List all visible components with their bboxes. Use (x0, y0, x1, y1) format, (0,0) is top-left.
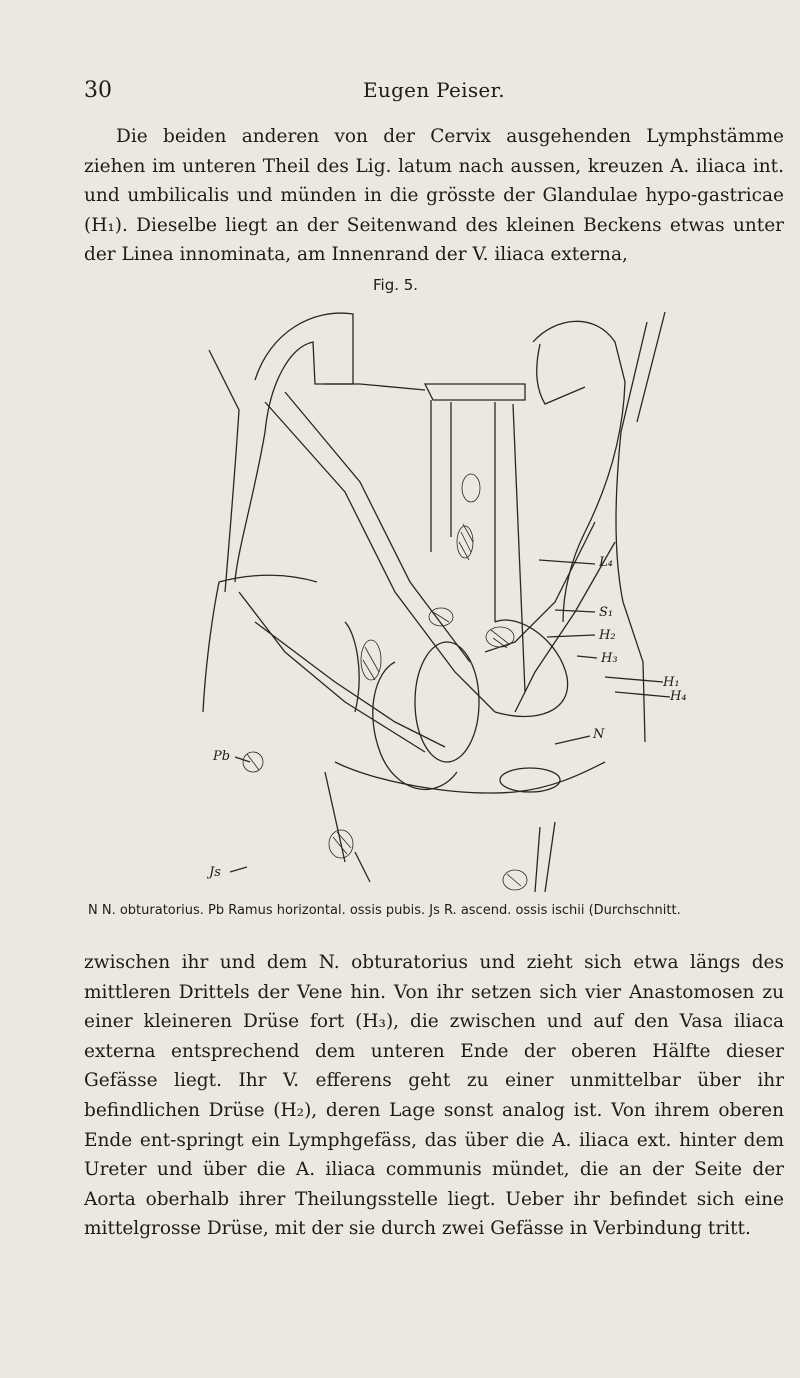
page-number: 30 (84, 78, 112, 103)
tag-H4: H₄ (670, 689, 687, 704)
anatomical-figure (195, 292, 705, 892)
paragraph-bottom: zwischen ihr und dem N. obturatorius und zieht sich etwa längs des mittleren Drittels der Vene hin. Von ihr setzen sich vier Anastomosen zu einer kleineren Drüse fort (H₃), die zwischen und auf den Vasa iliaca externa entsprechend dem unteren Ende der oberen Hälfte dieser Gefässe liegt. Ihr V. efferens geht zu einer unmittelbar über ihr befindlichen Drüse (H₂), deren Lage sonst analog ist. Von ihrem oberen Ende ent-springt ein Lymphgefäss, das über die A. iliaca ext. hinter dem Ureter und über die A. iliaca communis mündet, die an der Seite der Aorta oberhalb ihrer Theilungsstelle liegt. Ueber ihr befindet sich eine mittelgrosse Drüse, mit der sie durch zwei Gefässe in Verbindung tritt. (84, 952, 784, 1240)
lymph-node (503, 870, 527, 890)
lymph-node (462, 474, 480, 502)
paragraph-top (84, 122, 784, 270)
tag-H1: H₁ (663, 675, 680, 690)
tag-Js: Js (209, 865, 221, 880)
tag-S1: S₁ (599, 605, 614, 620)
tag-H3: H₃ (601, 651, 618, 666)
tag-N: N (593, 727, 605, 742)
figure-caption: N N. obturatorius. Pb Ramus horizontal. ossis pubis. Js R. ascend. ossis ischii (Durchschnitt. (88, 903, 681, 918)
figure-label: Fig. 5. (373, 276, 419, 294)
right-iliac-contour (533, 321, 625, 622)
tag-Pb: Pb (213, 749, 231, 764)
bladder (415, 642, 479, 762)
left-iliac-contour (235, 313, 353, 582)
paragraph-top-text: Die beiden anderen von der Cervix ausgehenden Lymphstämme ziehen im unteren Theil des Lig. latum nach aussen, kreuzen A. iliaca int. und umbilicalis und münden in die grösste der Glandulae hypo-gastricae (H₁). Dieselbe liegt an der Seitenwand des kleinen Beckens etwas unter der Linea innominata, am Innenrand der V. iliaca externa, (84, 126, 784, 265)
sacrum (425, 384, 525, 400)
tag-L4: L₄ (599, 555, 613, 570)
running-head: Eugen Peiser. (363, 78, 505, 102)
tag-H2: H₂ (599, 628, 616, 643)
